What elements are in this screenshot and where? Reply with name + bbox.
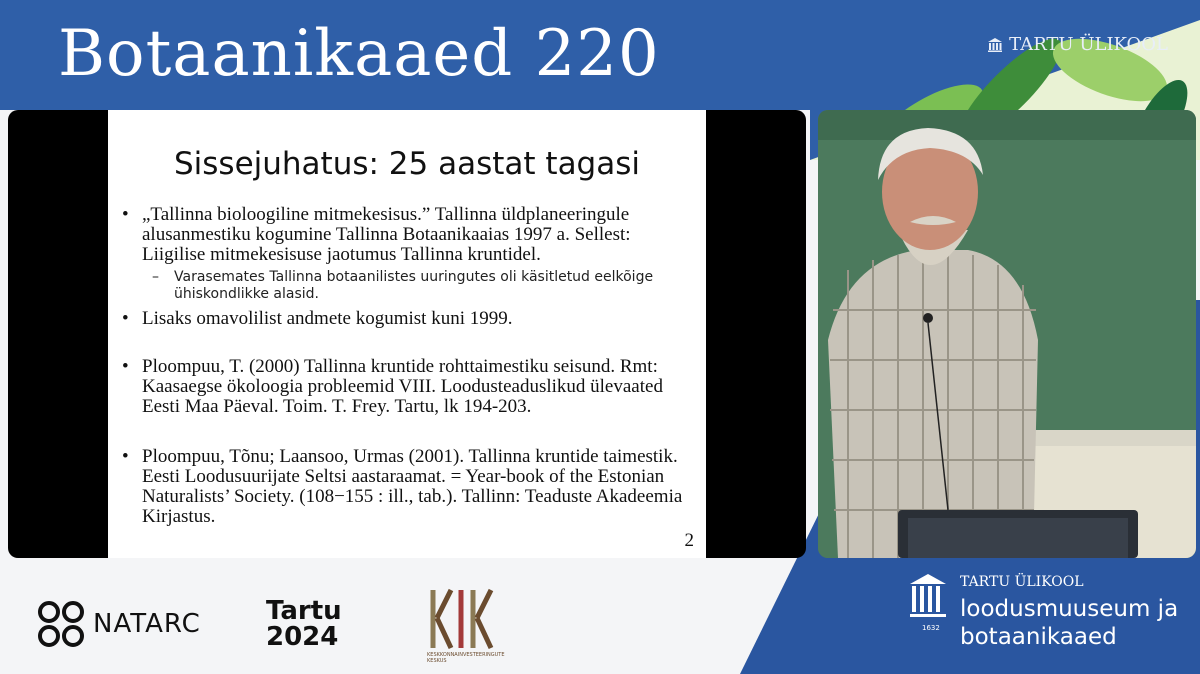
- dash-marker: –: [152, 269, 159, 285]
- kik-caption: KESKKONNAINVESTEERINGUTE KESKUS: [427, 652, 505, 664]
- natarc-label: NATARC: [93, 609, 201, 639]
- slide-subbullet-text: Varasemates Tallinna botaanilistes uuringutes oli käsitletud eelkõige ühiskondlikke alasid.: [174, 269, 654, 302]
- tartu-2024-logo: [266, 598, 376, 650]
- founding-year: 1632: [922, 624, 940, 632]
- slide-page-number: 2: [684, 530, 694, 551]
- kik-letters: KIK: [425, 588, 427, 589]
- footer-university-name: TARTU ÜLIKOOL: [960, 574, 1084, 590]
- kik-letters-icon: [425, 588, 505, 650]
- slide-bullet-3: • Ploompuu, T. (2000) Tallinna kruntide rohttaimestiku seisund. Rmt: Kaasaegse ökoloogia probleemid VIII. Loodusteaduslikud ülevaated Eesti Maa Päeval. Toim. T. Frey. Tartu, lk 194-203.: [118, 357, 698, 417]
- slide-bullet-2: • Lisaks omavolilist andmete kogumist kuni 1999.: [118, 309, 698, 329]
- kik-logo: [425, 588, 505, 668]
- tartu-line1: Tartu: [266, 596, 342, 626]
- footer-line-2: botaanikaaed: [960, 624, 1117, 650]
- event-title: Botaanikaaed 220: [58, 17, 660, 91]
- slide-bullet-1: • „Tallinna bioloogiline mitmekesisus.” Tallinna üldplaneeringule alusanmestiku kogumine Tallinna Botaanikaaias 1997 a. Sellest: Liigilise mitmekesisuse jaotumus Tallinna kruntidel.: [118, 205, 698, 265]
- tartu-line2: 2024: [266, 622, 339, 652]
- slide-bullet-4: • Ploompuu, Tõnu; Laansoo, Urmas (2001). Tallinna kruntide taimestik. Eesti Loodusuurijate Seltsi aastaraamat. = Year-book of the Estonian Naturalists’ Society. (108−155 : ill., tab.). Tallinn: Teaduste Akadeemia Kirjastus.: [118, 447, 698, 527]
- university-logo-bottom: [908, 572, 1179, 650]
- slide-title: Sissejuhatus: 25 aastat tagasi: [173, 146, 640, 182]
- slide-subbullet-1: [118, 269, 698, 303]
- slide-bullets: [118, 205, 698, 531]
- university-building-icon: [987, 37, 1003, 53]
- speaker-video: [818, 110, 1196, 558]
- slide-video-panel: [8, 110, 806, 558]
- speaker-illustration: [818, 110, 1196, 558]
- natarc-knot-icon: [35, 598, 87, 650]
- footer-line-1: loodusmuuseum ja: [960, 596, 1179, 622]
- university-top-label: TARTU ÜLIKOOL: [1009, 34, 1168, 55]
- natarc-logo: [35, 598, 201, 650]
- university-logo-top: [987, 34, 1168, 55]
- presentation-slide: [108, 110, 706, 558]
- university-building-icon: [908, 572, 948, 624]
